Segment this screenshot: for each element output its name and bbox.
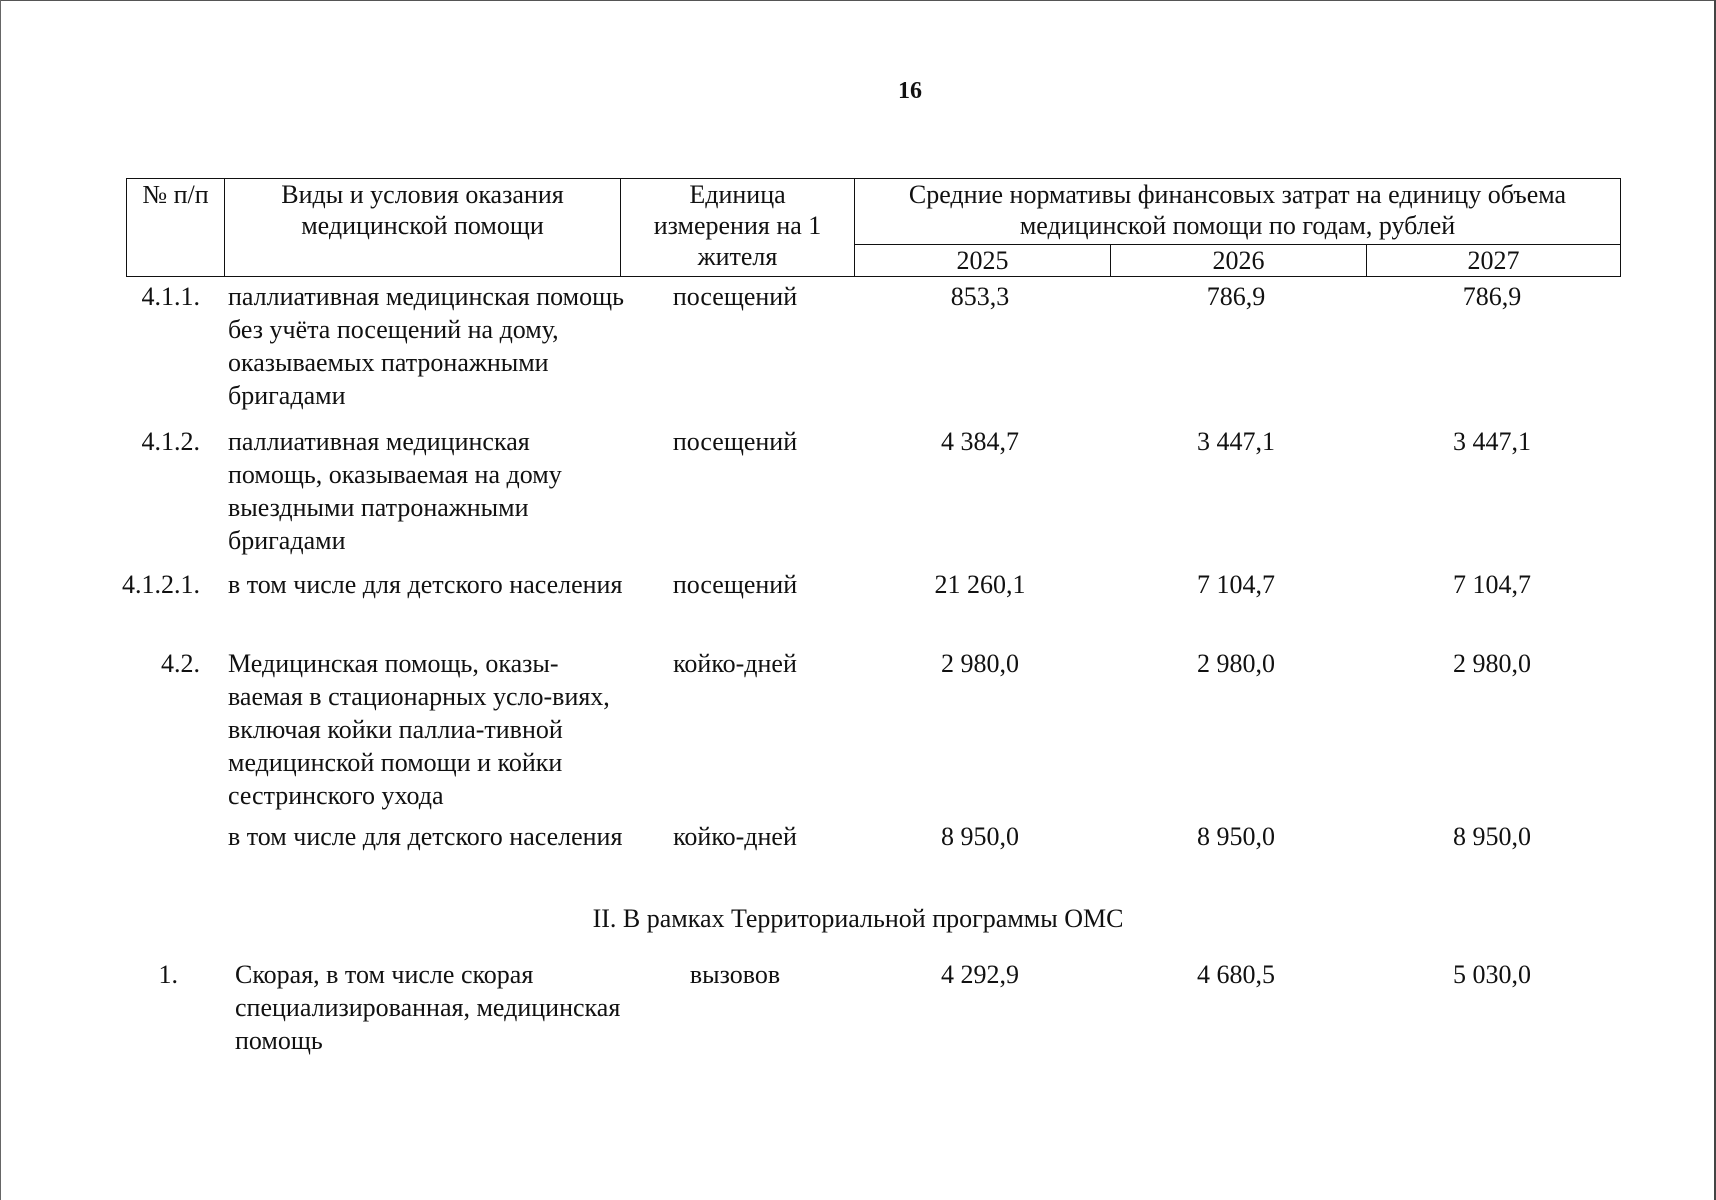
row-unit: вызовов xyxy=(689,960,781,989)
row-value-2025: 2 980,0 xyxy=(941,649,1019,678)
row-description: Медицинская помощь, оказы-ваемая в стационарных усло-виях, включая койки паллиа-тивной медицинской помощи и койки сестринского ухода xyxy=(228,649,610,810)
row-value-2026: 8 950,0 xyxy=(1197,822,1275,851)
page-number: 16 xyxy=(898,78,922,104)
row-number: 1. xyxy=(158,960,178,989)
table-header xyxy=(126,178,1621,277)
section-title: II. В рамках Территориальной программы ОМС xyxy=(592,904,1124,933)
row-unit: койко-дней xyxy=(673,649,797,678)
row-number: 4.2. xyxy=(161,649,200,678)
row-description: паллиативная медицинская помощь без учёта посещений на дому, оказываемых патронажными бригадами xyxy=(228,282,624,410)
row-unit: посещений xyxy=(672,570,798,599)
header-unit: Единица измерения на 1 жителя xyxy=(621,179,855,277)
row-number: 4.1.2.1. xyxy=(122,570,200,599)
row-value-2026: 4 680,5 xyxy=(1197,960,1275,989)
row-number: 4.1.2. xyxy=(141,427,200,456)
row-value-2027: 786,9 xyxy=(1462,282,1522,311)
row-unit: посещений xyxy=(672,427,798,456)
row-description: Скорая, в том числе скорая специализированная, медицинская помощь xyxy=(235,960,621,1055)
header-group: Средние нормативы финансовых затрат на единицу объема медицинской помощи по годам, рублей xyxy=(855,179,1621,245)
row-value-2026: 7 104,7 xyxy=(1197,570,1275,599)
page-border-top xyxy=(0,0,1716,1)
header-year-2025: 2025 xyxy=(855,245,1111,277)
row-value-2027: 7 104,7 xyxy=(1453,570,1531,599)
row-value-2025: 853,3 xyxy=(950,282,1010,311)
row-value-2025: 4 384,7 xyxy=(941,427,1019,456)
row-description: в том числе для детского населения xyxy=(228,822,623,851)
row-description: паллиативная медицинская помощь, оказываемая на дому выездными патронажными бригадами xyxy=(228,427,562,555)
row-value-2027: 3 447,1 xyxy=(1453,427,1531,456)
header-num: № п/п xyxy=(127,179,225,277)
row-unit: койко-дней xyxy=(673,822,797,851)
row-value-2025: 21 260,1 xyxy=(934,570,1026,599)
header-year-2026: 2026 xyxy=(1111,245,1367,277)
row-value-2027: 2 980,0 xyxy=(1453,649,1531,678)
row-value-2027: 8 950,0 xyxy=(1453,822,1531,851)
header-year-2027: 2027 xyxy=(1367,245,1621,277)
row-number: 4.1.1. xyxy=(141,282,200,311)
row-value-2027: 5 030,0 xyxy=(1453,960,1531,989)
row-value-2026: 786,9 xyxy=(1206,282,1266,311)
row-value-2025: 8 950,0 xyxy=(941,822,1019,851)
row-value-2025: 4 292,9 xyxy=(941,960,1019,989)
row-description: в том числе для детского населения xyxy=(228,570,623,599)
row-value-2026: 3 447,1 xyxy=(1197,427,1275,456)
row-unit: посещений xyxy=(672,282,798,311)
header-type: Виды и условия оказания медицинской помощи xyxy=(225,179,621,277)
row-value-2026: 2 980,0 xyxy=(1197,649,1275,678)
